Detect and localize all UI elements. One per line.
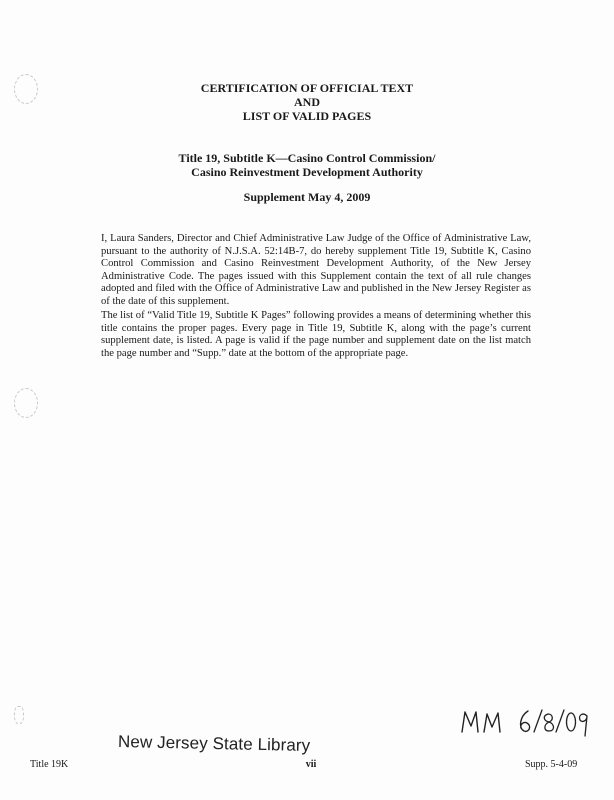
subtitle-line-1: Title 19, Subtitle K—Casino Control Commission/ <box>178 151 436 165</box>
document-title-secondary: LIST OF VALID PAGES <box>242 109 372 123</box>
document-title: CERTIFICATION OF OFFICIAL TEXT <box>200 81 414 95</box>
footer-title-label: Title 19K <box>30 759 69 770</box>
footer-supplement-date: Supp. 5-4-09 <box>525 759 578 770</box>
supplement-date-heading: Supplement May 4, 2009 <box>243 190 371 204</box>
library-stamp: New Jersey State Library <box>117 732 311 756</box>
punch-hole-mark <box>14 388 38 418</box>
handwritten-initials-date <box>456 702 596 742</box>
document-title-conjunction: AND <box>294 95 320 109</box>
footer-page-number: vii <box>305 759 317 770</box>
subtitle-line-2: Casino Reinvestment Development Authority <box>191 165 423 179</box>
valid-pages-paragraph: The list of “Valid Title 19, Subtitle K Pages” following provides a means of determining whether this title contains the proper pages. Every page in Title 19, Subtitle K, along with the page’s current supplement date, is listed. A page is valid if the page number and supplement date on the list match the page number and “Supp.” date at the bottom of the appropriate page. <box>101 310 531 359</box>
punch-hole-mark <box>14 706 24 724</box>
certification-paragraph: I, Laura Sanders, Director and Chief Administrative Law Judge of the Office of Administrative Law, pursuant to the authority of N.J.S.A. 52:14B-7, do hereby supplement Title 19, Subtitle K, Casino Control Commission and Casino Reinvestment Development Authority, of the New Jersey Administrative Code. The pages issued with this Supplement contain the text of all rule changes adopted and filed with the Office of Administrative Law and published in the New Jersey Register as of the date of this supplement. <box>101 233 531 307</box>
